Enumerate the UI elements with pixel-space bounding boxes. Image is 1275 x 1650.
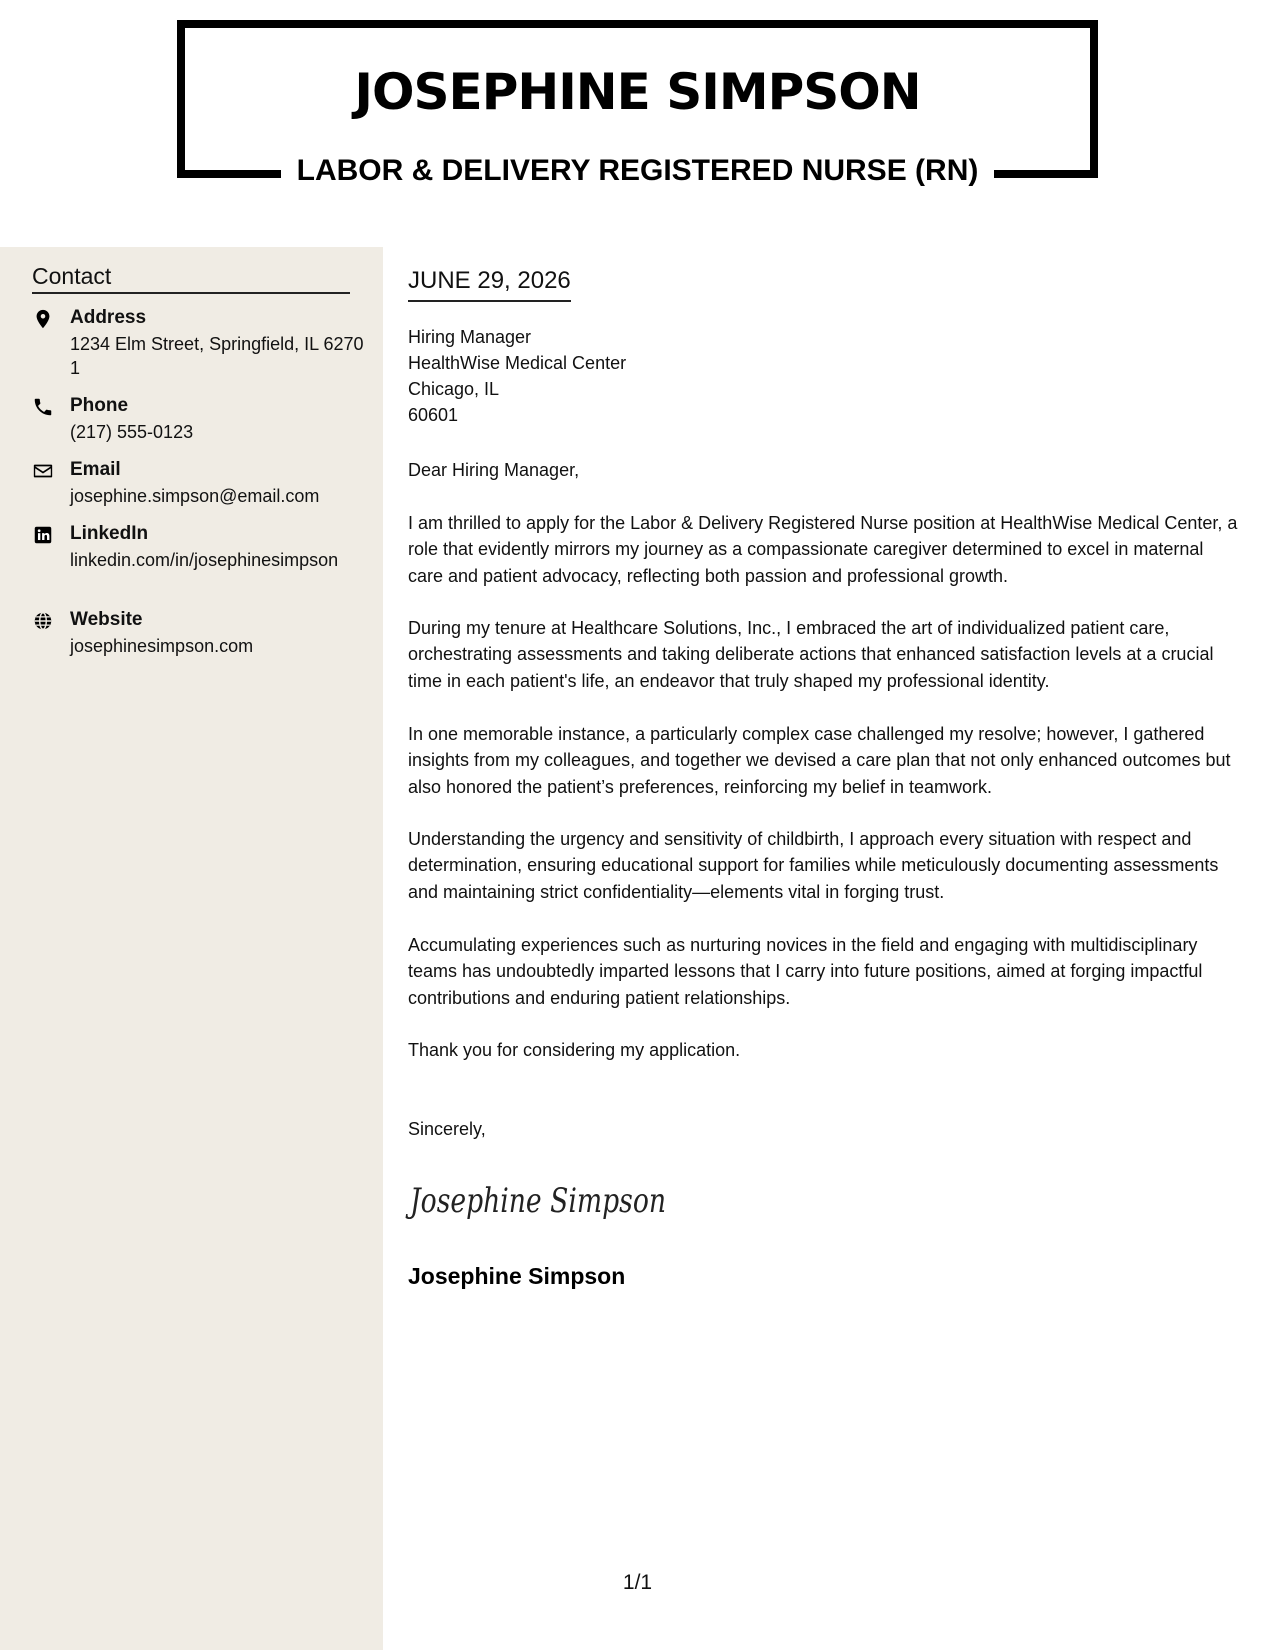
thanks-line: Thank you for considering my application.: [408, 1040, 741, 1060]
salutation: Dear Hiring Manager,: [408, 460, 580, 480]
recipient-company: HealthWise Medical Center: [408, 353, 627, 373]
contact-sidebar: [0, 247, 383, 1650]
signature-image: [405, 1178, 668, 1226]
contact-label: Address: [70, 307, 147, 328]
globe-icon: [32, 610, 54, 632]
letter-paragraph: Accumulating experiences such as nurturing novices in the field and engaging with multidisciplinary teams has undoubtedly imparted lessons that I carry into future positions, aimed at forging impactful contributions and enduring patient relationships.: [408, 935, 1203, 1008]
job-title: LABOR & DELIVERY REGISTERED NURSE (RN): [296, 154, 979, 187]
contact-value: josephine.simpson@email.com: [70, 486, 320, 506]
contact-label: LinkedIn: [70, 523, 149, 544]
signature-text: Josephine Simpson: [405, 1181, 666, 1221]
contact-label: Website: [70, 609, 143, 630]
closing: Sincerely,: [408, 1119, 486, 1139]
contact-value: linkedin.com/in/josephinesimpson: [70, 550, 339, 570]
letter-paragraph: Understanding the urgency and sensitivity of childbirth, I approach every situation with respect and determination, ensuring educational support for families while meticulously documenting assessments and maintaining strict confidentiality—elements vital in forging trust.: [408, 829, 1219, 902]
map-pin-icon: [32, 308, 54, 330]
letter-paragraph: I am thrilled to apply for the Labor & Delivery Registered Nurse position at HealthWise Medical Center, a role that evidently mirrors my journey as a compassionate caregiver determined to excel in maternal care and patient advocacy, reflecting both passion and professional growth.: [408, 513, 1238, 586]
phone-icon: [32, 396, 54, 418]
contact-value: 1234 Elm Street, Springfield, IL 62701: [70, 334, 364, 378]
letter-date: JUNE 29, 2026: [408, 266, 571, 302]
contact-value: josephinesimpson.com: [70, 636, 254, 656]
recipient-block: [408, 324, 626, 428]
recipient-zip: 60601: [408, 405, 459, 425]
contact-label: Phone: [70, 395, 129, 416]
letter-paragraph: During my tenure at Healthcare Solutions, Inc., I embraced the art of individualized patient care, orchestrating assessments and taking deliberate actions that enhanced satisfaction levels at a crucial time in each patient's life, an endeavor that truly shaped my professional identity.: [408, 618, 1214, 691]
recipient-city: Chicago, IL: [408, 379, 500, 399]
contact-section-title: Contact: [32, 262, 350, 294]
signer-name: Josephine Simpson: [408, 1263, 626, 1289]
letter-paragraph: In one memorable instance, a particularly complex case challenged my resolve; however, I gathered insights from my colleagues, and together we devised a care plan that not only enhanced outcomes but also honored the patient’s preferences, reinforcing my belief in teamwork.: [408, 724, 1231, 797]
applicant-name: JOSEPHINE SIMPSON: [354, 63, 921, 121]
page-number: 1/1: [622, 1571, 653, 1594]
envelope-icon: [32, 460, 54, 482]
contact-value: (217) 555-0123: [70, 422, 194, 442]
recipient-title: Hiring Manager: [408, 327, 532, 347]
contact-label: Email: [70, 459, 121, 480]
linkedin-icon: [32, 524, 54, 546]
